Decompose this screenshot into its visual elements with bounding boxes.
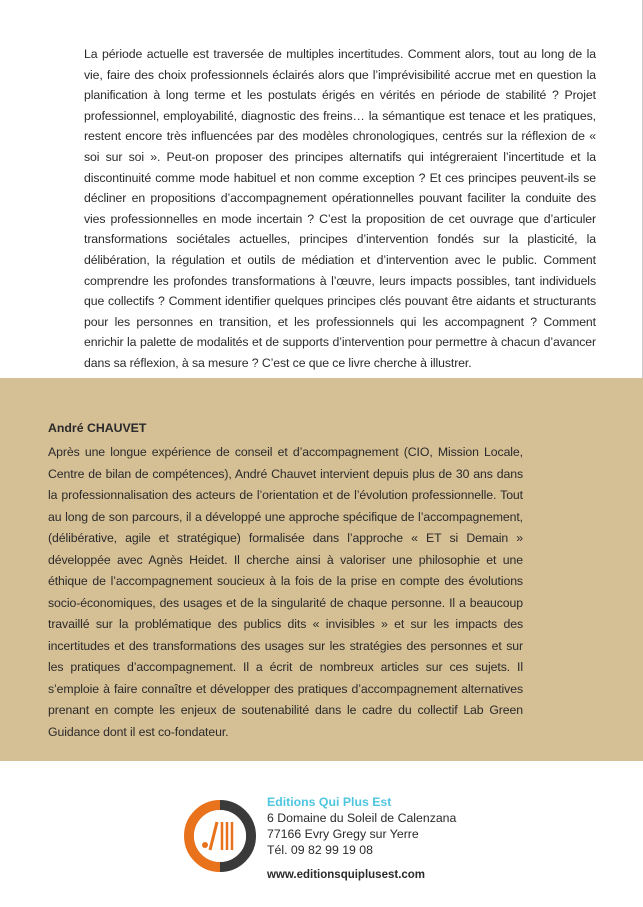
publisher-address-line2: 77166 Evry Gregy sur Yerre — [267, 827, 419, 841]
publisher-phone: Tél. 09 82 99 19 08 — [267, 843, 373, 857]
book-summary: La période actuelle est traversée de multiples incertitudes. Comment alors, tout au long de la vie, faire des choix professionnels éclairés alors que l’imprévisibilité accrue met en question la planification à long terme et les postulats érigés en vérités en période de stabilité ? Projet professionnel, employabilité, diagnostic des freins… la sémantique est tenace et les pratiques, restent encore très influencées par des modèles chronologiques, centrés sur la réflexion de « soi sur soi ». Peut-on proposer des principes alternatifs qui intégreraient l’incertitude et la discontinuité comme mode habituel et non comme exception ? Et ces principes peuvent-ils se décliner en propositions d’accompagnement opérationnelles pouvant faciliter la conduite des vies professionnelles en mode incertain ? C’est la proposition de cet ouvrage que d’articuler transformations sociétales actuelles, principes d’intervention fondés sur la plasticité, la délibération, la régulation et outils de médiation et d’intervention avec le public. Comment comprendre les profondes transformations à l’œuvre, leurs impacts possibles, tant individuels que collectifs ? Comment identifier quelques principes clés pouvant être aidants et structurants pour les personnes en transition, et les professionnels qui les accompagnent ? Comment enrichir la palette de modalités et de supports d’intervention pour permettre à chacun d’avancer dans sa réflexion, à sa mesure ? C’est ce que ce livre cherche à illustrer. — [84, 47, 596, 370]
publisher-website[interactable]: www.editionsquiplusest.com — [267, 869, 426, 881]
qui-plus-est-logo-icon — [184, 800, 256, 872]
author-section — [0, 378, 643, 761]
publisher-section — [0, 761, 643, 907]
author-name: André CHAUVET — [48, 421, 147, 435]
author-bio: Après une longue expérience de conseil et d’accompagnement (CIO, Mission Locale, Centre de bilan de compétences), André Chauvet intervient depuis plus de 30 ans dans la professionnalisation des acteurs de l’orientation et de l’évolution professionnelle. Tout au long de son parcours, il a développé une approche spécifique de l’accompagnement, (délibérative, agile et stratégique) formalisée dans l’approche « ET si Demain » développée avec Agnès Heidet. Il cherche ainsi à valoriser une philosophie et une éthique de l’accompagnement soucieux à la fois de la prise en compte des évolutions socio-économiques, des usages et de la singularité de chaque personne. Il a beaucoup travaillé sur la problématique des publics dits « invisibles » et sur les impacts des incertitudes et des transformations des usages sur les stratégies des personnes et sur les pratiques d’accompagnement. Il a écrit de nombreux articles sur ces sujets. Il s’emploie à faire connaître et développer des pratiques d’accompagnement alternatives prenant en compte les enjeux de soutenabilité dans le cadre du collectif Lab Green Guidance dont il est co-fondateur. — [48, 445, 523, 739]
publisher-address-line1: 6 Domaine du Soleil de Calenzana — [267, 811, 457, 825]
publisher-contact — [267, 794, 456, 883]
publisher-name: Editions Qui Plus Est — [267, 795, 392, 809]
